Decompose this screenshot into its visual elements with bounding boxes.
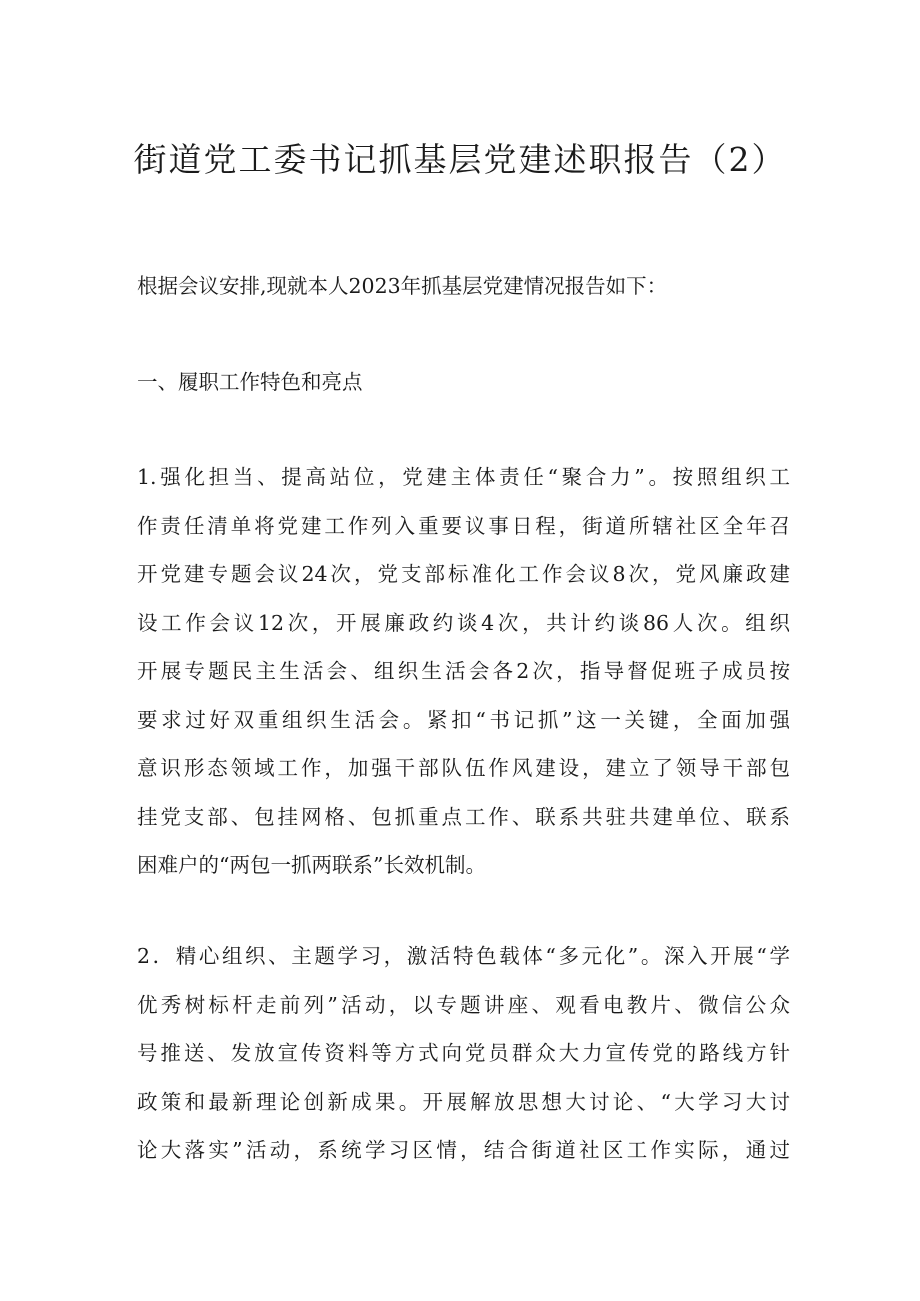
paragraph-line: 困难户的“两包一抓两联系”长效机制。	[137, 853, 486, 877]
paragraph-line: 挂党支部、包挂网格、包抓重点工作、联系共驻共建单位、联系	[137, 804, 790, 829]
paragraph-line: 政策和最新理论创新成果。开展解放思想大讨论、“大学习大讨	[137, 1089, 790, 1114]
paragraph-line: 1.强化担当、提高站位，党建主体责任“聚合力”。按照组织工	[137, 465, 790, 489]
intro-paragraph: 根据会议安排,现就本人2023年抓基层党建情况报告如下：	[137, 274, 668, 298]
paragraph-line: 要求过好双重组织生活会。紧扣“书记抓”这一关键，全面加强	[137, 707, 790, 732]
document-title: 街道党工委书记抓基层党建述职报告（2）	[133, 140, 787, 179]
paragraph-line: 优秀树标杆走前列”活动，以专题讲座、观看电教片、微信公众	[137, 992, 790, 1017]
paragraph-line: 设工作会议12次，开展廉政约谈4次，共计约谈86人次。组织	[137, 610, 790, 635]
paragraph-line: 意识形态领域工作，加强干部队伍作风建设，建立了领导干部包	[137, 756, 790, 780]
paragraph-line: 开党建专题会议24次，党支部标准化工作会议8次，党风廉政建	[137, 562, 790, 586]
paragraph-line: 开展专题民主生活会、组织生活会各2次，指导督促班子成员按	[137, 659, 790, 683]
paragraph-1	[137, 463, 790, 900]
section-heading: 一、履职工作特色和亮点	[137, 370, 363, 394]
paragraph-line: 号推送、发放宣传资料等方式向党员群众大力宣传党的路线方针	[137, 1041, 790, 1065]
paragraph-line: 作责任清单将党建工作列入重要议事日程，街道所辖社区全年召	[137, 513, 790, 538]
paragraph-line: 2．精心组织、主题学习，激活特色载体“多元化”。深入开展“学	[137, 944, 790, 968]
paragraph-line: 论大落实”活动，系统学习区情，结合街道社区工作实际，通过	[137, 1138, 790, 1162]
paragraph-2	[137, 942, 790, 1185]
